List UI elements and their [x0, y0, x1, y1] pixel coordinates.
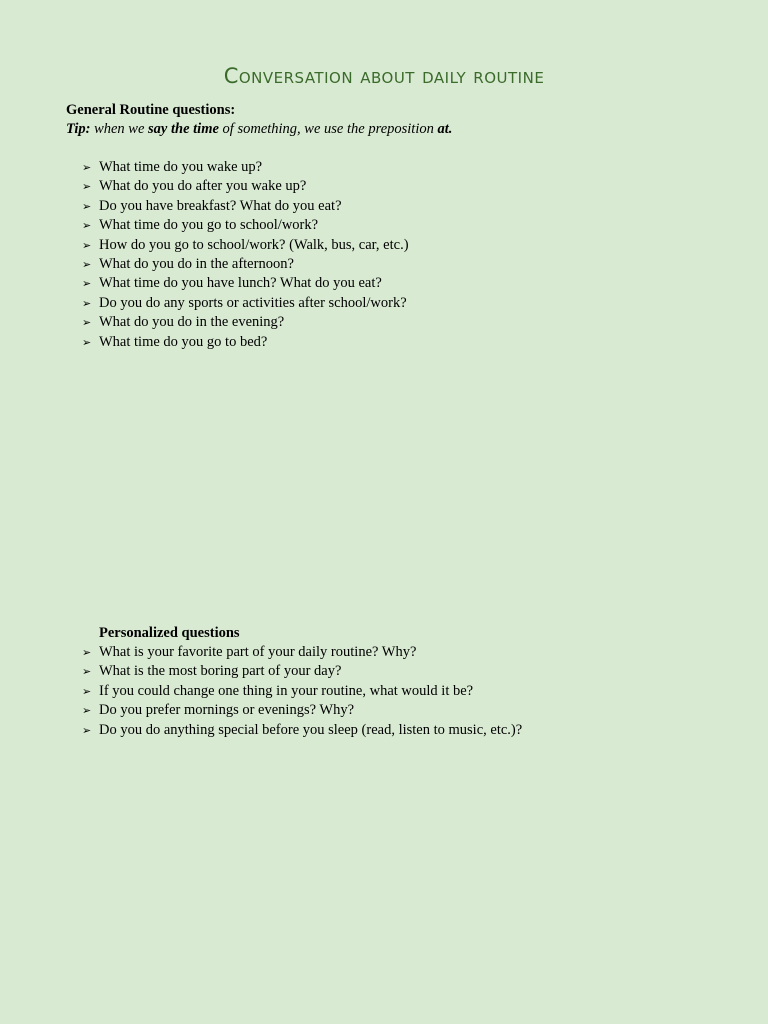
arrow-bullet-icon: ➢ — [82, 199, 92, 213]
tip-emphasis-2: at. — [437, 121, 453, 137]
list-item — [82, 643, 522, 662]
question-text: Do you prefer mornings or evenings? Why? — [99, 702, 355, 719]
list-item — [82, 721, 522, 740]
question-text: What time do you wake up? — [99, 159, 263, 175]
arrow-bullet-icon: ➢ — [82, 277, 92, 291]
list-item — [82, 313, 409, 332]
personalized-questions-list — [82, 643, 522, 740]
list-item — [82, 682, 522, 701]
list-item — [82, 294, 409, 313]
general-questions-list — [82, 158, 409, 352]
arrow-bullet-icon: ➢ — [82, 316, 92, 330]
tip-line — [66, 121, 452, 138]
arrow-bullet-icon: ➢ — [82, 161, 92, 174]
arrow-bullet-icon: ➢ — [82, 219, 92, 233]
general-questions-heading: General Routine questions: — [66, 102, 236, 118]
tip-label: Tip: — [66, 121, 91, 137]
list-item — [82, 701, 522, 720]
arrow-bullet-icon: ➢ — [82, 238, 92, 252]
list-item — [82, 333, 409, 352]
arrow-bullet-icon: ➢ — [82, 335, 92, 349]
question-text: What do you do after you wake up? — [99, 178, 307, 195]
arrow-bullet-icon: ➢ — [82, 723, 92, 737]
list-item — [82, 216, 409, 235]
question-text: How do you go to school/work? (Walk, bus, car, etc.) — [99, 236, 409, 253]
question-text: What do you do in the evening? — [99, 314, 285, 331]
arrow-bullet-icon: ➢ — [82, 665, 92, 679]
arrow-bullet-icon: ➢ — [82, 646, 92, 659]
arrow-bullet-icon: ➢ — [82, 684, 92, 698]
question-text: What time do you go to school/work? — [99, 217, 319, 234]
question-text: Do you have breakfast? What do you eat? — [99, 197, 342, 214]
list-item — [82, 236, 409, 255]
arrow-bullet-icon: ➢ — [82, 180, 92, 194]
question-text: What time do you go to bed? — [99, 333, 268, 350]
question-text: Do you do anything special before you sleep (read, listen to music, etc.)? — [99, 721, 523, 738]
page-title: Conversation about daily routine — [223, 64, 545, 88]
list-item — [82, 662, 522, 681]
question-text: What time do you have lunch? What do you eat? — [99, 275, 382, 292]
arrow-bullet-icon: ➢ — [82, 704, 92, 718]
list-item — [82, 177, 409, 196]
question-text: What is the most boring part of your day? — [99, 663, 342, 680]
tip-text-2: of something, we use the preposition — [218, 121, 438, 137]
arrow-bullet-icon: ➢ — [82, 257, 92, 271]
personalized-questions-heading: Personalized questions — [99, 625, 240, 641]
list-item — [82, 158, 409, 177]
list-item — [82, 197, 409, 216]
arrow-bullet-icon: ➢ — [82, 296, 92, 310]
question-text: Do you do any sports or activities after school/work? — [99, 294, 407, 311]
list-item — [82, 255, 409, 274]
question-text: What is your favorite part of your daily routine? Why? — [99, 644, 417, 660]
question-text: What do you do in the afternoon? — [99, 255, 294, 272]
tip-emphasis-1: say the time — [148, 121, 219, 137]
question-text: If you could change one thing in your routine, what would it be? — [99, 682, 474, 699]
list-item — [82, 274, 409, 293]
tip-text-1: when we — [90, 121, 149, 137]
